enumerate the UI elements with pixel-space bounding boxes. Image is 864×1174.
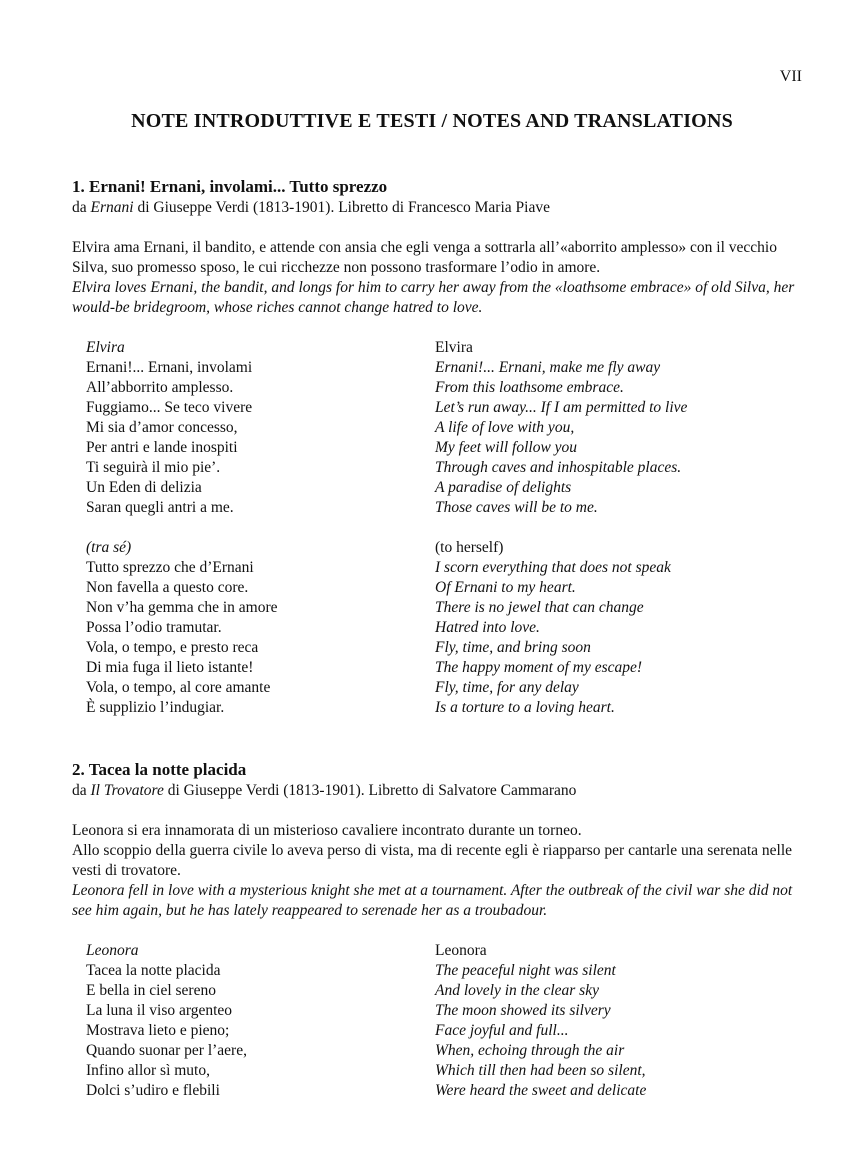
verse-line: My feet will follow you <box>435 439 578 456</box>
verse-line: È supplizio l’indugiar. <box>86 699 225 716</box>
source-prefix: da <box>72 199 91 216</box>
source-suffix: di Giuseppe Verdi (1813-1901). Libretto di Francesco Maria Piave <box>133 199 550 216</box>
verse-line: Let’s run away... If I am permitted to live <box>435 399 688 416</box>
verse-line: There is no jewel that can change <box>435 599 644 616</box>
stanza <box>435 941 646 1101</box>
verse-line: Fly, time, and bring soon <box>435 639 591 656</box>
section-ernani <box>72 176 812 738</box>
stanza <box>86 941 247 1101</box>
verse-line: Hatred into love. <box>435 619 540 636</box>
page-number: VII <box>779 68 802 85</box>
verses <box>72 338 812 738</box>
section-trovatore <box>72 759 812 1121</box>
section-source <box>72 198 812 218</box>
section-source <box>72 781 812 801</box>
speaker-label: Elvira <box>435 339 473 356</box>
verse-line: Non favella a questo core. <box>86 579 249 596</box>
english-translation-column <box>435 338 687 738</box>
verse-line: Mostrava lieto e pieno; <box>86 1022 230 1039</box>
verse-line: Through caves and inhospitable places. <box>435 459 682 476</box>
source-suffix: di Giuseppe Verdi (1813-1901). Libretto di Salvatore Cammarano <box>163 782 577 799</box>
italian-text-column <box>86 941 247 1121</box>
intro-english: Elvira loves Ernani, the bandit, and longs for him to carry her away from the «loathsome embrace» of old Silva, her would-be bridegroom, whose riches cannot change hatred to love. <box>72 279 795 316</box>
speaker-label: Leonora <box>435 942 487 959</box>
verse-line: Possa l’odio tramutar. <box>86 619 222 636</box>
verse-line: Saran quegli antri a me. <box>86 499 234 516</box>
source-work: Il Trovatore <box>90 782 164 799</box>
verse-line: And lovely in the clear sky <box>435 982 599 999</box>
italian-text-column <box>86 338 278 738</box>
verse-line: Fuggiamo... Se teco vivere <box>86 399 253 416</box>
stanza <box>435 538 687 718</box>
verse-line: The peaceful night was silent <box>435 962 616 979</box>
verse-line: Di mia fuga il lieto istante! <box>86 659 254 676</box>
verse-line: Which till then had been so silent, <box>435 1062 646 1079</box>
stanza <box>435 338 687 518</box>
verse-line: All’abborrito amplesso. <box>86 379 234 396</box>
source-work: Ernani <box>90 199 134 216</box>
verse-line: Vola, o tempo, e presto reca <box>86 639 259 656</box>
verse-line: Dolci s’udiro e flebili <box>86 1082 220 1099</box>
verse-line: Tutto sprezzo che d’Ernani <box>86 559 254 576</box>
intro-italian: Leonora si era innamorata di un misterioso cavaliere incontrato durante un torneo. <box>72 822 582 839</box>
source-prefix: da <box>72 782 91 799</box>
verse-line: Vola, o tempo, al core amante <box>86 679 271 696</box>
speaker-label: (to herself) <box>435 539 504 556</box>
verse-line: Per antri e lande inospiti <box>86 439 238 456</box>
verse-line: La luna il viso argenteo <box>86 1002 233 1019</box>
verse-line: Mi sia d’amor concesso, <box>86 419 238 436</box>
verse-line: When, echoing through the air <box>435 1042 625 1059</box>
verse-line: The happy moment of my escape! <box>435 659 643 676</box>
verse-line: Infino allor sì muto, <box>86 1062 210 1079</box>
verse-line: The moon showed its silvery <box>435 1002 611 1019</box>
verse-line: Ernani!... Ernani, involami <box>86 359 253 376</box>
verse-line: Ti seguirà il mio pie’. <box>86 459 221 476</box>
verse-line: Those caves will be to me. <box>435 499 598 516</box>
verse-line: Tacea la notte placida <box>86 962 221 979</box>
verse-line: Quando suonar per l’aere, <box>86 1042 247 1059</box>
page-title: NOTE INTRODUTTIVE E TESTI / NOTES AND TRANSLATIONS <box>131 110 733 132</box>
verse-line: Non v’ha gemma che in amore <box>86 599 278 616</box>
intro-english: Leonora fell in love with a mysterious knight she met at a tournament. After the outbreak of the civil war she did not see him again, but he has lately reappeared to serenade her as a troubadour. <box>72 882 793 919</box>
section-heading: 2. Tacea la notte placida <box>72 760 247 779</box>
speaker-label: Elvira <box>86 339 125 356</box>
verse-line: A life of love with you, <box>435 419 575 436</box>
verse-line: Were heard the sweet and delicate <box>435 1082 647 1099</box>
intro-italian: Allo scoppio della guerra civile lo aveva perso di vista, ma di recente egli è riapparso per cantarle una serenata nelle vesti di trovatore. <box>72 842 793 879</box>
verse-line: Is a torture to a loving heart. <box>435 699 615 716</box>
english-translation-column <box>435 941 646 1121</box>
verses <box>72 941 812 1121</box>
verse-line: A paradise of delights <box>435 479 572 496</box>
stanza <box>86 538 278 718</box>
verse-line: Un Eden di delizia <box>86 479 202 496</box>
verse-line: Fly, time, for any delay <box>435 679 579 696</box>
verse-line: Of Ernani to my heart. <box>435 579 576 596</box>
intro-italian: Elvira ama Ernani, il bandito, e attende con ansia che egli venga a sottrarla all’«aborrito amplesso» con il vecchio Silva, suo promesso sposo, le cui ricchezze non possono trasformare l’odio in amore. <box>72 239 777 276</box>
speaker-label: (tra sé) <box>86 539 132 556</box>
verse-line: From this loathsome embrace. <box>435 379 624 396</box>
verse-line: E bella in ciel sereno <box>86 982 216 999</box>
verse-line: I scorn everything that does not speak <box>435 559 671 576</box>
speaker-label: Leonora <box>86 942 139 959</box>
verse-line: Face joyful and full... <box>435 1022 569 1039</box>
verse-line: Ernani!... Ernani, make me fly away <box>435 359 661 376</box>
stanza <box>86 338 278 518</box>
section-heading: 1. Ernani! Ernani, involami... Tutto sprezzo <box>72 177 388 196</box>
